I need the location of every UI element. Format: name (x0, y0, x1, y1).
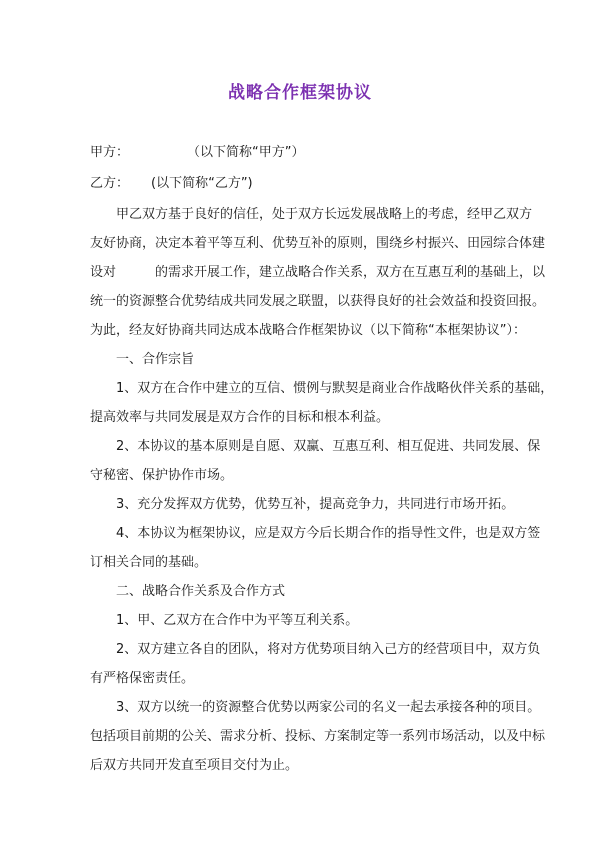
preamble-line: 统一的资源整合优势结成共同发展之联盟，以获得良好的社会效益和投资回报。 (90, 294, 546, 309)
document-title: 战略合作框架协议 (228, 83, 372, 103)
section-1-item-2-line: 守秘密、保护协作市场。 (90, 468, 234, 483)
section-1-item-4-line: 订相关合同的基础。 (90, 555, 208, 570)
preamble-line: 设对 的需求开展工作，建立战略合作关系，双方在互惠互利的基础上，以 (90, 265, 546, 280)
preamble-line: 为此，经友好协商共同达成本战略合作框架协议（以下简称“本框架协议”）： (90, 323, 526, 338)
section-1-item-1-line: 提高效率与共同发展是双方合作的目标和根本利益。 (90, 410, 390, 425)
preamble-line: 甲乙双方基于良好的信任，处于双方长远发展战略上的考虑，经甲乙双方 (90, 207, 533, 222)
section-1-item-3-line: 3、充分发挥双方优势，优势互补，提高竞争力，共同进行市场开拓。 (90, 497, 515, 512)
section-2-item-1-line: 1、甲、乙双方在合作中为平等互利关系。 (90, 613, 359, 628)
section-1-item-2-line: 2、本协议的基本原则是自愿、双赢、互惠互利、相互促进、共同发展、保 (90, 439, 541, 454)
party-b-label: 乙方： (90, 176, 130, 191)
section-2-item-3-line: 包括项目前期的公关、需求分析、投标、方案制定等一系列市场活动，以及中标 (90, 729, 546, 744)
party-a-label: 甲方： (90, 145, 130, 160)
party-b-note: (以下简称“乙方”) (151, 176, 253, 191)
section-2-item-2-line: 2、双方建立各自的团队，将对方优势项目纳入己方的经营项目中，双方负 (90, 642, 541, 657)
section-1-item-4-line: 4、本协议为框架协议，应是双方今后长期合作的指导性文件，也是双方签 (90, 526, 541, 541)
preamble-line: 友好协商，决定本着平等互利、优势互补的原则，围绕乡村振兴、田园综合体建 (90, 236, 546, 251)
party-b-line (90, 174, 253, 194)
party-a-line (90, 143, 305, 163)
section-2-item-2-line: 有严格保密责任。 (90, 671, 195, 686)
section-2-item-3-line: 后双方共同开发直至项目交付为止。 (90, 758, 299, 773)
section-2-item-3-line: 3、双方以统一的资源整合优势以两家公司的名义一起去承接各种的项目。 (90, 700, 541, 715)
party-a-note: （以下简称“甲方”） (187, 145, 305, 160)
section-1-item-1-line: 1、双方在合作中建立的互信、惯例与默契是商业合作战略伙伴关系的基础， (90, 381, 554, 396)
section-1-heading: 一、合作宗旨 (90, 352, 195, 367)
section-2-heading: 二、战略合作关系及合作方式 (90, 584, 286, 599)
